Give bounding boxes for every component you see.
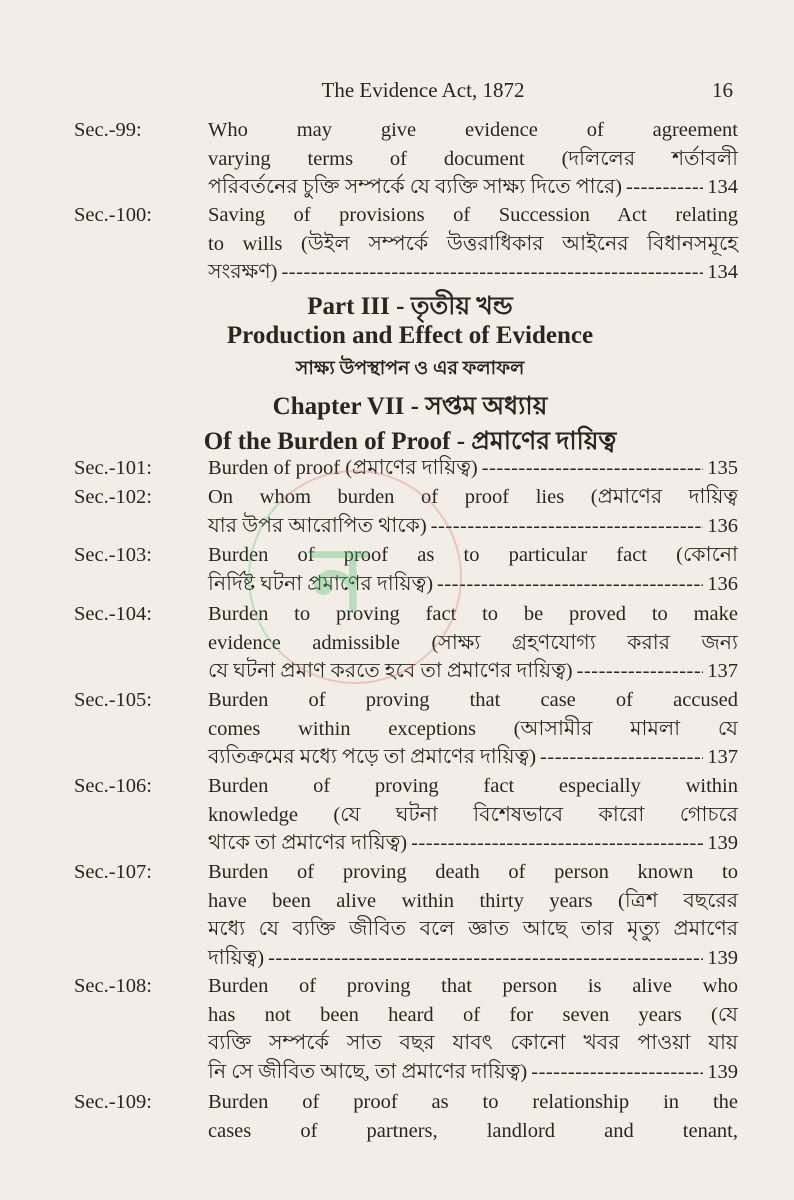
dot-leader bbox=[437, 570, 703, 599]
section-number: Sec.-100: bbox=[74, 204, 152, 226]
section-text-line: ব্যক্তি সম্পর্কে সাত বছর যাবৎ কোনো খবর পাওয়া যায় bbox=[208, 1032, 738, 1055]
section-text-line bbox=[208, 570, 738, 599]
section-text: পরিবর্তনের চুক্তি সম্পর্কে যে ব্যক্তি সাক্ষ্য দিতে পারে) bbox=[208, 176, 622, 199]
dot-leader bbox=[540, 743, 703, 772]
section-text-line: Burden of proving that person is alive who bbox=[208, 975, 738, 997]
section-number: Sec.-109: bbox=[74, 1091, 152, 1113]
section-text-line: cases of partners, landlord and tenant, bbox=[208, 1119, 738, 1142]
dot-leader bbox=[626, 173, 703, 202]
section-text-line bbox=[208, 743, 738, 772]
section-text-line bbox=[208, 829, 738, 858]
section-text-line bbox=[208, 657, 738, 686]
section-text: যার উপর আরোপিত থাকে) bbox=[208, 514, 427, 537]
part-heading: Part III - তৃতীয় খন্ড bbox=[307, 293, 513, 320]
part-title: Production and Effect of Evidence bbox=[226, 322, 594, 349]
dot-leader bbox=[531, 1058, 703, 1087]
section-text-line: have been alive within thirty years (ত্রিশ বছরের bbox=[208, 889, 738, 912]
section-number: Sec.-101: bbox=[74, 457, 152, 479]
dot-leader bbox=[482, 454, 703, 483]
section-page-number: 139 bbox=[707, 1061, 738, 1084]
section-text-line: knowledge (যে ঘটনা বিশেষভাবে কারো গোচরে bbox=[208, 803, 738, 826]
section-page-number: 134 bbox=[707, 261, 738, 284]
section-text-line: Burden to proving fact to be proved to make bbox=[208, 603, 738, 625]
dot-leader bbox=[281, 258, 703, 287]
section-page-number: 136 bbox=[707, 514, 738, 537]
section-text-line bbox=[208, 173, 738, 202]
section-text-line bbox=[208, 1058, 738, 1087]
section-text-line: varying terms of document (দলিলের শর্তাবলী bbox=[208, 147, 738, 170]
section-text-line: Burden of proof as to particular fact (কোনো bbox=[208, 544, 738, 566]
dot-leader bbox=[268, 944, 703, 973]
section-text-line: মধ্যে যে ব্যক্তি জীবিত বলে জ্ঞাত আছে তার মৃত্যু প্রমাণের bbox=[208, 918, 738, 941]
section-text-line: has not been heard of for seven years (যে bbox=[208, 1003, 738, 1026]
page-header-title: The Evidence Act, 1872 bbox=[321, 78, 525, 102]
section-text-line: Saving of provisions of Succession Act relating bbox=[208, 204, 738, 226]
dot-leader bbox=[411, 829, 703, 858]
section-text-line bbox=[208, 512, 738, 541]
section-text: যে ঘটনা প্রমাণ করতে হবে তা প্রমাণের দায়িত্ব) bbox=[208, 660, 573, 683]
section-page-number: 139 bbox=[707, 947, 738, 970]
section-number: Sec.-106: bbox=[74, 775, 152, 797]
section-text: নির্দিষ্ট ঘটনা প্রমাণের দায়িত্ব) bbox=[208, 572, 434, 595]
section-number: Sec.-104: bbox=[74, 603, 152, 625]
dot-leader bbox=[431, 512, 704, 541]
section-text-line: to wills (উইল সম্পর্কে উত্তরাধিকার আইনের বিধানসমূহে bbox=[208, 232, 738, 255]
section-number: Sec.-105: bbox=[74, 689, 152, 711]
section-text-line: Burden of proof as to relationship in the bbox=[208, 1091, 738, 1113]
section-number: Sec.-99: bbox=[74, 119, 142, 141]
section-number: Sec.-102: bbox=[74, 486, 152, 508]
part-title-bengali: সাক্ষ্য উপস্থাপন ও এর ফলাফল bbox=[295, 358, 525, 379]
section-text-line: Burden of proving death of person known to bbox=[208, 861, 738, 883]
section-text: থাকে তা প্রমাণের দায়িত্ব) bbox=[208, 832, 408, 855]
section-text-line bbox=[208, 944, 738, 973]
page-number: 16 bbox=[712, 78, 733, 102]
section-text: দায়িত্ব) bbox=[208, 947, 265, 970]
section-text-line: comes within exceptions (আসামীর মামলা যে bbox=[208, 717, 738, 740]
section-page-number: 137 bbox=[707, 746, 738, 769]
section-text-line: Burden of proving that case of accused bbox=[208, 689, 738, 711]
section-text: Burden of proof (প্রমাণের দায়িত্ব) bbox=[208, 457, 478, 479]
section-text-line: Burden of proving fact especially within bbox=[208, 775, 738, 797]
section-text: ব্যতিক্রমের মধ্যে পড়ে তা প্রমাণের দায়িত্ব) bbox=[208, 746, 537, 769]
section-text: সংরক্ষণ) bbox=[208, 261, 278, 284]
dot-leader bbox=[577, 657, 704, 686]
section-page-number: 134 bbox=[707, 176, 738, 199]
section-text-line bbox=[208, 258, 738, 287]
section-text: নি সে জীবিত আছে, তা প্রমাণের দায়িত্ব) bbox=[208, 1061, 528, 1084]
section-number: Sec.-107: bbox=[74, 861, 152, 883]
chapter-heading: Chapter VII - সপ্তম অধ্যায় bbox=[272, 393, 548, 420]
section-page-number: 139 bbox=[707, 832, 738, 855]
section-number: Sec.-108: bbox=[74, 975, 152, 997]
watermark-logo: ন bbox=[248, 470, 462, 684]
section-page-number: 136 bbox=[707, 572, 738, 595]
chapter-title: Of the Burden of Proof - প্রমাণের দায়িত্ব bbox=[203, 428, 617, 455]
section-text-line: Who may give evidence of agreement bbox=[208, 119, 738, 141]
section-number: Sec.-103: bbox=[74, 544, 152, 566]
section-page-number: 137 bbox=[707, 660, 738, 683]
section-text-line: On whom burden of proof lies (প্রমাণের দায়িত্ব bbox=[208, 486, 738, 508]
section-text-line: evidence admissible (সাক্ষ্য গ্রহণযোগ্য করার জন্য bbox=[208, 631, 738, 654]
section-text-line bbox=[208, 454, 738, 483]
section-page-number: 135 bbox=[707, 457, 738, 479]
